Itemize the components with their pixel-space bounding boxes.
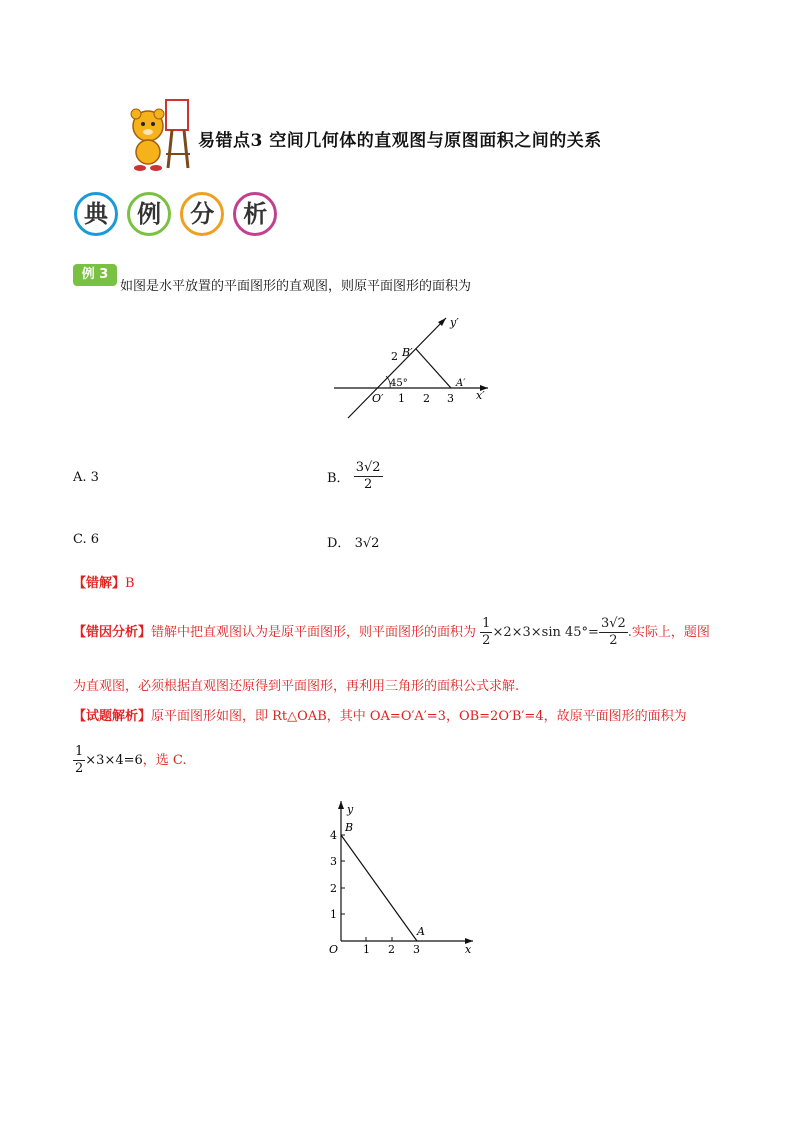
tick-2: 2 — [423, 392, 430, 405]
x-label: x′ — [476, 389, 485, 402]
analysis-f2-num: 3√2 — [600, 616, 626, 631]
y-tick-1: 1 — [330, 908, 337, 921]
wrong-answer: B — [125, 576, 135, 591]
y-tick-3: 3 — [330, 855, 337, 868]
option-b-fraction — [354, 460, 383, 493]
option-d-value: 3√2 — [354, 536, 380, 551]
solution-line-1 — [73, 705, 687, 724]
badge-4: 析 — [233, 192, 277, 236]
x-tick-2: 2 — [388, 943, 395, 955]
analysis-expr: ×2×3×sin 45°= — [492, 625, 599, 640]
y-tick-4: 4 — [330, 829, 337, 842]
tick-1: 1 — [398, 392, 405, 405]
b-label: B′ — [402, 346, 413, 359]
origin-label: O′ — [372, 392, 384, 405]
bear-mascot-icon — [128, 96, 194, 172]
solution-tail: ，选 C. — [142, 753, 187, 768]
title-row — [128, 96, 688, 176]
origin-label-2: O — [329, 943, 339, 955]
option-b-den: 2 — [363, 477, 373, 492]
analysis-fraction-1 — [480, 616, 492, 649]
x-label-2: x — [465, 943, 472, 955]
x-tick-3: 3 — [413, 943, 420, 955]
analysis-text-2: .实际上，题图 — [627, 625, 710, 640]
analysis-line-2: 为直观图，必须根据直观图还原得到平面图形，再利用三角形的面积公式求解. — [73, 679, 520, 694]
solution-f-num: 1 — [75, 744, 84, 759]
option-b-num: 3√2 — [355, 460, 381, 475]
wrong-answer-line — [73, 572, 135, 591]
example-tag: 例 3 — [73, 264, 117, 286]
solution-tag: 【试题解析】 — [73, 709, 152, 724]
analysis-f1-num: 1 — [482, 616, 491, 631]
option-b-label: B． — [327, 471, 350, 486]
a-label-2: A — [417, 925, 425, 938]
y-label-2: y — [347, 803, 354, 816]
option-a: A. 3 — [73, 470, 99, 485]
tick-3: 3 — [447, 392, 454, 405]
oblique-figure — [330, 310, 500, 420]
analysis-text-1: 错解中把直观图认为是原平面图形，则平面图形的面积为 — [151, 625, 477, 640]
analysis-tag: 【错因分析】 — [73, 625, 152, 640]
y-tick-2: 2 — [330, 882, 337, 895]
segment-ab-2 — [341, 835, 417, 941]
option-d-label: D． — [327, 536, 351, 551]
angle-label: 45° — [390, 378, 408, 389]
option-b — [327, 460, 383, 493]
option-c: C. 6 — [73, 532, 100, 547]
segment-ab — [416, 349, 451, 388]
badge-2: 例 — [127, 192, 171, 236]
solution-fraction — [73, 744, 85, 777]
a-label: A′ — [456, 378, 466, 389]
solution-line-2 — [73, 744, 187, 777]
badge-1: 典 — [74, 192, 118, 236]
page-title: 易错点3 空间几何体的直观图与原图面积之间的关系 — [198, 131, 602, 151]
analysis-f1-den: 2 — [482, 633, 491, 648]
y-label: y′ — [450, 316, 459, 329]
analysis-line-1 — [73, 616, 710, 649]
x-tick-1: 1 — [363, 943, 370, 955]
b-label-2: B — [345, 821, 354, 834]
badge-3: 分 — [180, 192, 224, 236]
solution-f-den: 2 — [75, 761, 84, 776]
solution-expr: ×3×4=6 — [85, 753, 143, 768]
section-badges — [74, 192, 281, 236]
solution-text: 原平面图形如图，即 Rt△OAB，其中 OA=O′A′=3，OB=2O′B′=4，故原平面图形的面积为 — [151, 709, 687, 724]
analysis-fraction-2 — [599, 616, 628, 649]
b-distance-label: 2 — [391, 350, 398, 363]
y-axis — [348, 318, 446, 418]
analysis-f2-den: 2 — [609, 633, 618, 648]
wrong-tag: 【错解】 — [73, 576, 126, 591]
option-d — [327, 532, 379, 551]
question-text: 如图是水平放置的平面图形的直观图，则原平面图形的面积为 — [120, 279, 472, 294]
original-figure — [325, 795, 485, 955]
